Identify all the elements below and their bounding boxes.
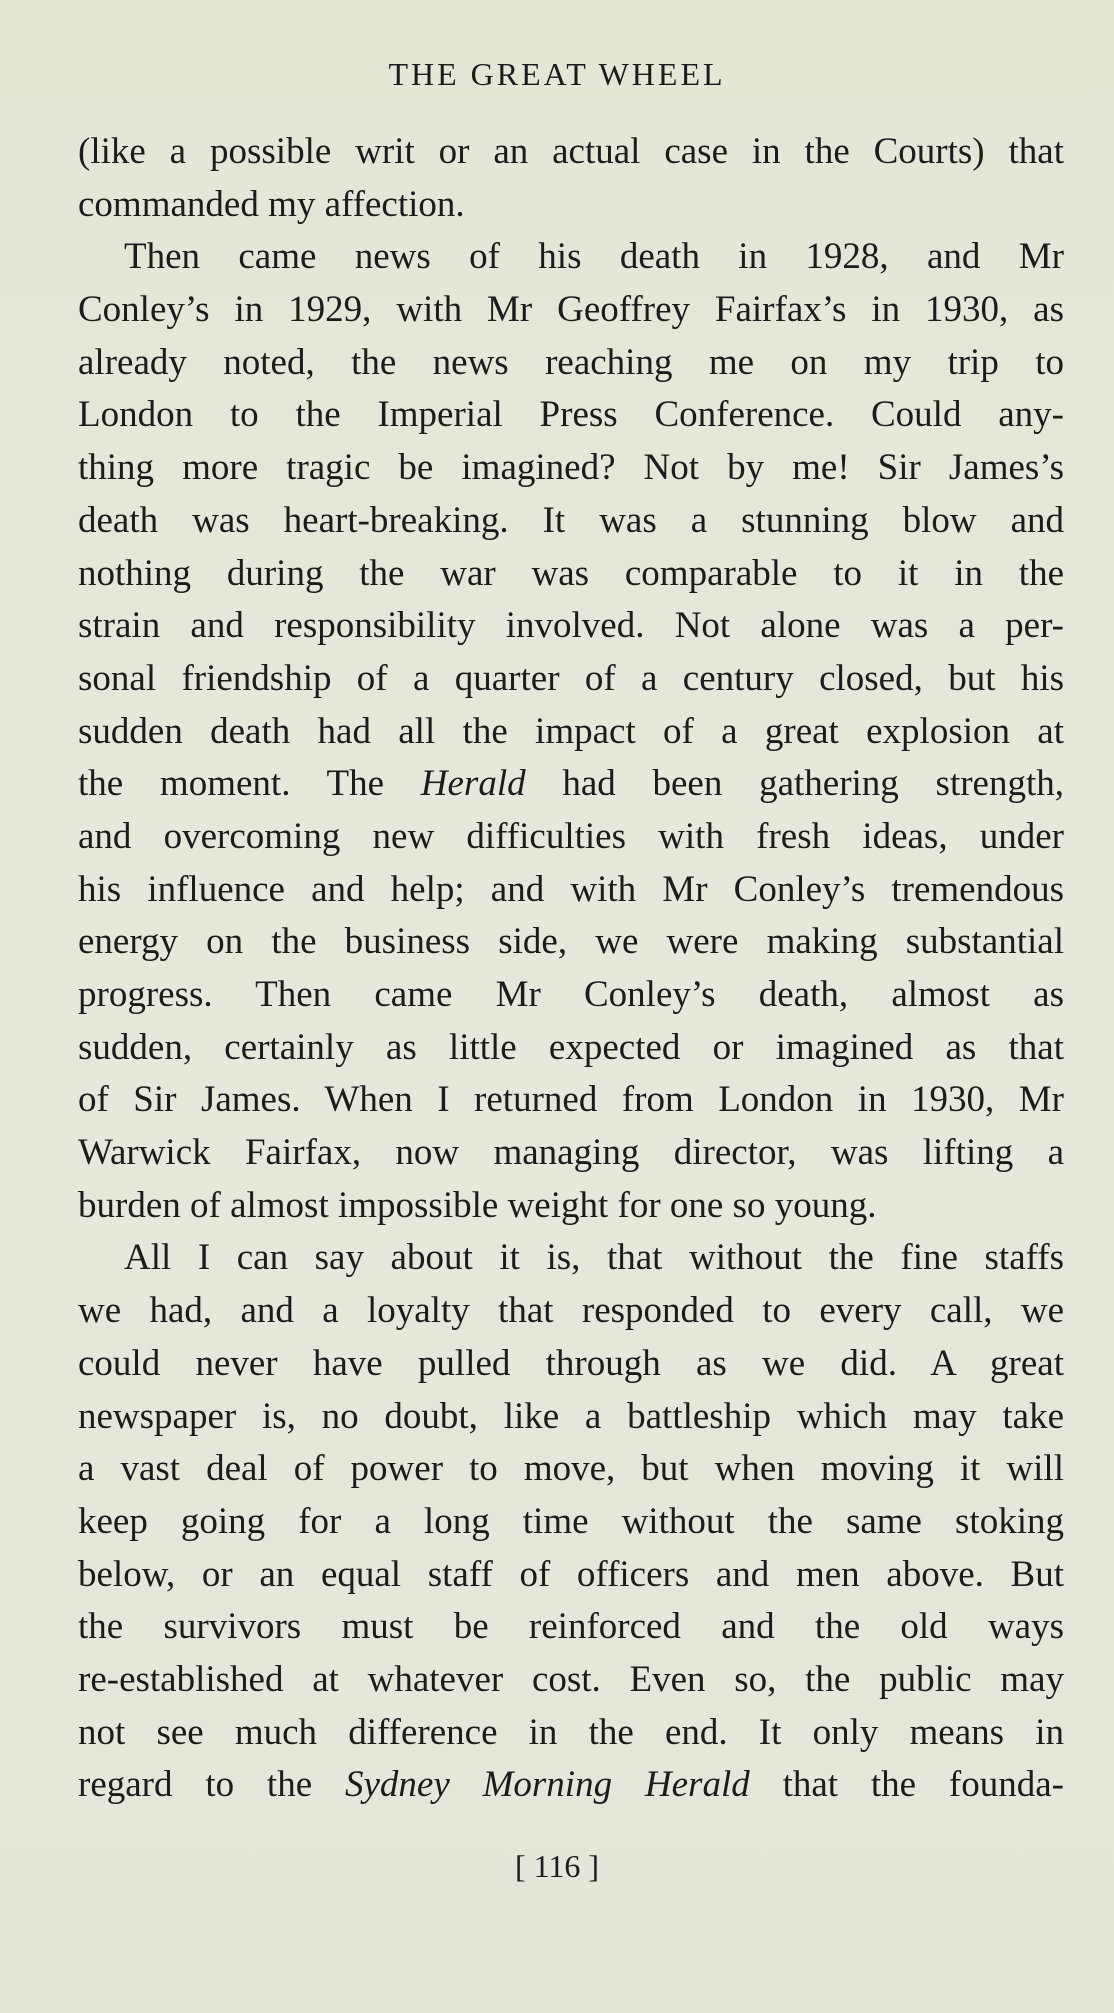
text-span: had been gathering strength,: [525, 763, 1064, 805]
text-line: Then came news of his death in 1928, and Mr: [124, 236, 1064, 278]
text-line: All I can say about it is, that without the fine staffs: [124, 1237, 1064, 1279]
text-span: the moment. The: [78, 763, 421, 805]
text-line: the survivors must be reinforced and the old ways: [78, 1606, 1064, 1648]
text-line: and overcoming new difficulties with fresh ideas, under: [78, 815, 1064, 857]
running-head: THE GREAT WHEEL: [388, 56, 726, 92]
text-line: his influence and help; and with Mr Conley’s tremendous: [78, 868, 1064, 910]
text-line: re-established at whatever cost. Even so, the public may: [78, 1658, 1064, 1700]
text-line: keep going for a long time without the same stoking: [78, 1500, 1064, 1542]
italic-title: Sydney Morning Herald: [344, 1764, 750, 1806]
text-line: could never have pulled through as we did. A great: [78, 1342, 1064, 1384]
text-line: Warwick Fairfax, now managing director, was lifting a: [78, 1132, 1064, 1174]
text-line: sudden, certainly as little expected or imagined as that: [78, 1026, 1064, 1068]
body-text: [78, 126, 1064, 1812]
text-line: of Sir James. When I returned from London in 1930, Mr: [78, 1079, 1064, 1121]
text-line: sudden death had all the impact of a great explosion at: [78, 710, 1064, 752]
text-line: Conley’s in 1929, with Mr Geoffrey Fairfax’s in 1930, as: [78, 289, 1064, 331]
text-line: burden of almost impossible weight for one so young.: [78, 1184, 877, 1226]
text-line: commanded my affection.: [78, 183, 465, 225]
text-line: sonal friendship of a quarter of a century closed, but his: [78, 657, 1064, 699]
text-span: regard to the: [78, 1764, 345, 1806]
text-line: (like a possible writ or an actual case in the Courts) that: [78, 131, 1064, 172]
text-line: newspaper is, no doubt, like a battleship which may take: [78, 1395, 1064, 1437]
text-line: strain and responsibility involved. Not alone was a per-: [78, 605, 1064, 647]
text-line: already noted, the news reaching me on my trip to: [78, 341, 1064, 383]
text-line: a vast deal of power to move, but when moving it will: [78, 1448, 1064, 1490]
text-line: [78, 1759, 1064, 1812]
italic-title: Herald: [420, 763, 526, 805]
text-line: progress. Then came Mr Conley’s death, almost as: [78, 974, 1064, 1015]
text-line: thing more tragic be imagined? Not by me! Sir James’s: [78, 447, 1064, 489]
page-number: [ 116 ]: [514, 1848, 600, 1884]
text-line: London to the Imperial Press Conference. Could any-: [78, 394, 1064, 436]
text-line: we had, and a loyalty that responded to every call, we: [78, 1290, 1064, 1332]
text-line: below, or an equal staff of officers and men above. But: [78, 1553, 1064, 1595]
text-line: not see much difference in the end. It only means in: [78, 1711, 1064, 1753]
text-line: [78, 758, 1064, 811]
text-line: nothing during the war was comparable to it in the: [78, 552, 1064, 594]
text-line: energy on the business side, we were making substantial: [78, 921, 1064, 963]
text-span: that the founda-: [749, 1764, 1064, 1806]
text-line: death was heart-breaking. It was a stunning blow and: [78, 499, 1064, 541]
